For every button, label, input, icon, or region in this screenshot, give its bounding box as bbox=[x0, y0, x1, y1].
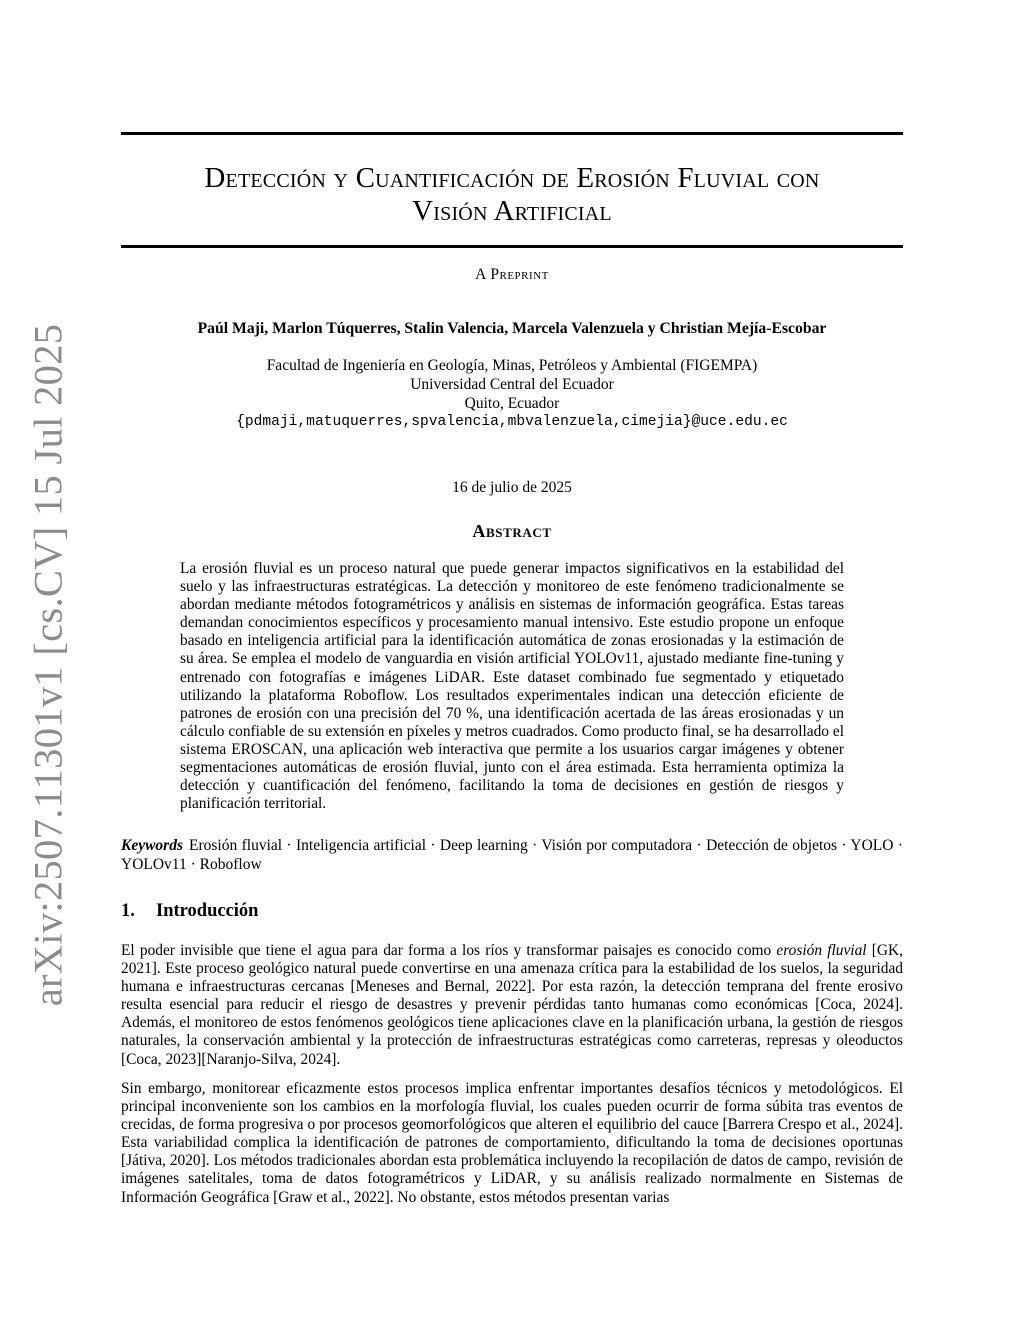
publication-date: 16 de julio de 2025 bbox=[452, 479, 572, 496]
keywords-list: Erosión fluvial · Inteligencia artificial · Deep learning · Visión por computadora · Detección de objetos · YOLO · YOLOv11 · Roboflow bbox=[121, 837, 903, 873]
paragraph-text: El poder invisible que tiene el agua para dar forma a los ríos y transformar paisajes es conocido como bbox=[121, 942, 777, 959]
keywords-block bbox=[121, 836, 903, 874]
title-bottom-rule bbox=[121, 245, 903, 248]
abstract-text: La erosión fluvial es un proceso natural que puede generar impactos significativos en la estabilidad del suelo y las infraestructuras estratégicas. La detección y monitoreo de este fenómeno tradicionalmente se abordan mediante métodos fotogramétricos y análisis en sistemas de información geográfica. Estas tareas demandan conocimientos específicos y procesamiento manual intensivo. Este estudio propone un enfoque basado en inteligencia artificial para la identificación automática de zonas erosionadas y la estimación de su área. Se emplea el modelo de vanguardia en visión artificial YOLOv11, ajustado mediante fine-tuning y entrenado con fotografías e imágenes LiDAR. Este dataset combinado fue segmentado y etiquetado utilizando la plataforma Roboflow. Los resultados experimentales indican una detección eficiente de patrones de erosión con una precisión del 70 %, una identificación acertada de las áreas erosionadas y un cálculo confiable de su extensión en píxeles y metros cuadrados. Como producto final, se ha desarrollado el sistema EROSCAN, una aplicación web interactiva que permite a los usuarios cargar imágenes y obtener segmentaciones automáticas de erosión fluvial, junto con el área estimada. Esta herramienta optimiza la detección y cuantificación del fenómeno, facilitando la toma de decisiones en gestión de riesgos y planificación territorial. bbox=[180, 560, 844, 813]
intro-paragraph-2: Sin embargo, monitorear eficazmente estos procesos implica enfrentar importantes desafíos técnicos y metodológicos. El principal inconveniente son los cambios en la morfología fluvial, los cuales pueden ocurrir de forma súbita tras eventos de crecidas, de forma progresiva o por procesos geomorfológicos que alteren el equilibrio del cauce [Barrera Crespo et al., 2024]. Esta variabilidad complica la identificación de patrones de comportamiento, dificultando la toma de decisiones oportunas [Játiva, 2020]. Los métodos tradicionales abordan esta problemática incluyendo la recopilación de datos de campo, revisión de imágenes satelitales, toma de datos fotogramétricos y LiDAR, y su análisis realizado normalmente en Sistemas de Información Geográfica [Graw et al., 2022]. No obstante, estos métodos presentan varias bbox=[121, 1080, 903, 1206]
keywords-label: Keywords bbox=[121, 837, 183, 854]
affiliation-block bbox=[121, 356, 903, 432]
section-number: 1. bbox=[121, 901, 135, 921]
paper-title bbox=[121, 162, 903, 228]
affiliation-location: Quito, Ecuador bbox=[464, 395, 560, 412]
title-top-rule bbox=[121, 132, 903, 135]
arxiv-identifier: arXiv:2507.11301v1 [cs.CV] 15 Jul 2025 bbox=[25, 323, 71, 1007]
abstract-heading: Abstract bbox=[472, 521, 552, 541]
author-list: Paúl Maji, Marlon Túquerres, Stalin Valencia, Marcela Valenzuela y Christian Mejía-Escobar bbox=[197, 320, 827, 337]
affiliation-faculty: Facultad de Ingeniería en Geología, Minas, Petróleos y Ambiental (FIGEMPA) bbox=[266, 357, 758, 374]
paragraph-text-continued: [GK, 2021]. Este proceso geológico natural puede convertirse en una amenaza crítica para la estabilidad de los suelos, la seguridad humana e infraestructuras cercanas [Meneses and Bernal, 2022]. Por esta razón, la detección temprana del frente erosivo resulta esencial para reducir el riesgo de desastres y prevenir pérdidas tanto humanas como económicas [Coca, 2024]. Además, el monitoreo de estos fenómenos geológicos tiene aplicaciones clave en la planificación urbana, la gestión de riesgos naturales, la conservación ambiental y la protección de infraestructuras estratégicas como carreteras, represas y oleoductos [Coca, 2023][Naranjo-Silva, 2024]. bbox=[121, 942, 903, 1068]
preprint-label: A Preprint bbox=[475, 266, 549, 283]
intro-paragraph-1 bbox=[121, 942, 903, 1069]
emphasized-term: erosión fluvial bbox=[776, 942, 867, 959]
section-title: Introducción bbox=[156, 901, 259, 921]
author-emails: {pdmaji,matuquerres,spvalencia,mbvalenzuela,cimejia}@uce.edu.ec bbox=[236, 414, 788, 430]
title-line-1: Detección y Cuantificación de Erosión Fluvial con bbox=[204, 162, 820, 194]
affiliation-university: Universidad Central del Ecuador bbox=[410, 376, 614, 393]
section-heading bbox=[121, 901, 258, 922]
title-line-2: Visión Artificial bbox=[412, 195, 612, 227]
